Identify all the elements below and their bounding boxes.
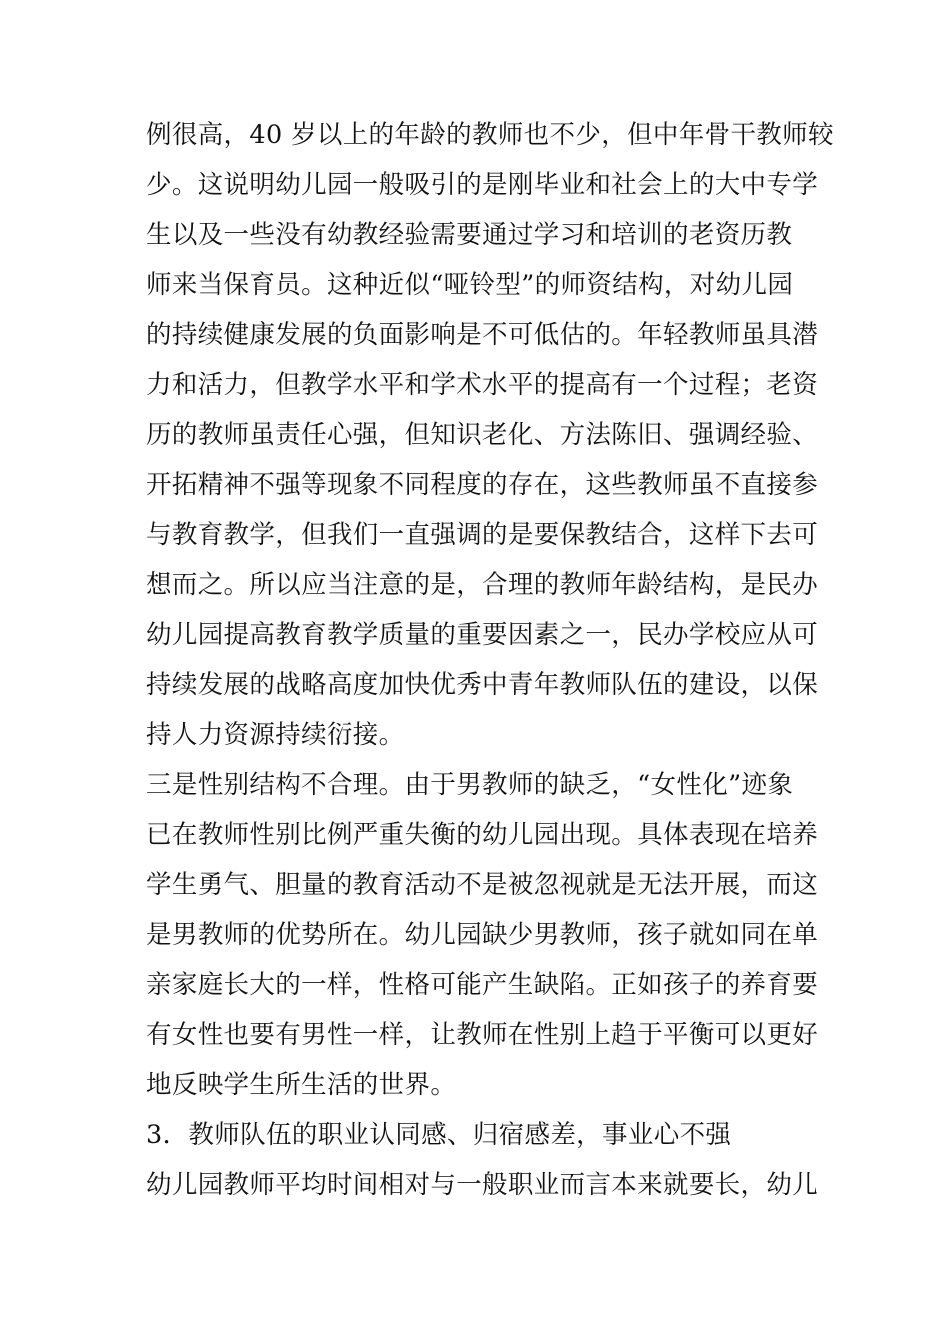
text-line: 想而之。所以应当注意的是，合理的教师年龄结构，是民办: [146, 570, 819, 600]
body-text: [146, 110, 834, 1210]
text-line: 与教育教学，但我们一直强调的是要保教结合，这样下去可: [146, 520, 819, 550]
text-line: 的持续健康发展的负面影响是不可低估的。年轻教师虽具潜: [146, 320, 819, 350]
text-line: 例很高，40 岁以上的年龄的教师也不少，但中年骨干教师较: [146, 120, 834, 150]
section-heading: 3．教师队伍的职业认同感、归宿感差，事业心不强: [146, 1120, 732, 1150]
text-line: 持续发展的战略高度加快优秀中青年教师队伍的建设，以保: [146, 670, 819, 700]
text-line: 有女性也要有男性一样，让教师在性别上趋于平衡可以更好: [146, 1020, 819, 1050]
text-line: 亲家庭长大的一样，性格可能产生缺陷。正如孩子的养育要: [146, 970, 819, 1000]
text-line: 开拓精神不强等现象不同程度的存在，这些教师虽不直接参: [146, 470, 819, 500]
text-line: 三是性别结构不合理。由于男教师的缺乏，“女性化”迹象: [146, 770, 794, 800]
text-line: 历的教师虽责任心强，但知识老化、方法陈旧、强调经验、: [146, 420, 819, 450]
text-line: 持人力资源持续衍接。: [146, 720, 405, 750]
text-line: 已在教师性别比例严重失衡的幼儿园出现。具体表现在培养: [146, 820, 819, 850]
text-line: 幼儿园教师平均时间相对与一般职业而言本来就要长，幼儿: [146, 1170, 819, 1200]
text-line: 幼儿园提高教育教学质量的重要因素之一，民办学校应从可: [146, 620, 819, 650]
text-line: 是男教师的优势所在。幼儿园缺少男教师，孩子就如同在单: [146, 920, 819, 950]
text-line: 学生勇气、胆量的教育活动不是被忽视就是无法开展，而这: [146, 870, 819, 900]
text-line: 少。这说明幼儿园一般吸引的是刚毕业和社会上的大中专学: [146, 170, 819, 200]
text-line: 师来当保育员。这种近似“哑铃型”的师资结构，对幼儿园: [146, 270, 794, 300]
text-line: 力和活力，但教学水平和学术水平的提高有一个过程；老资: [146, 370, 819, 400]
text-line: 地反映学生所生活的世界。: [146, 1070, 457, 1100]
text-line: 生以及一些没有幼教经验需要通过学习和培训的老资历教: [146, 220, 793, 250]
